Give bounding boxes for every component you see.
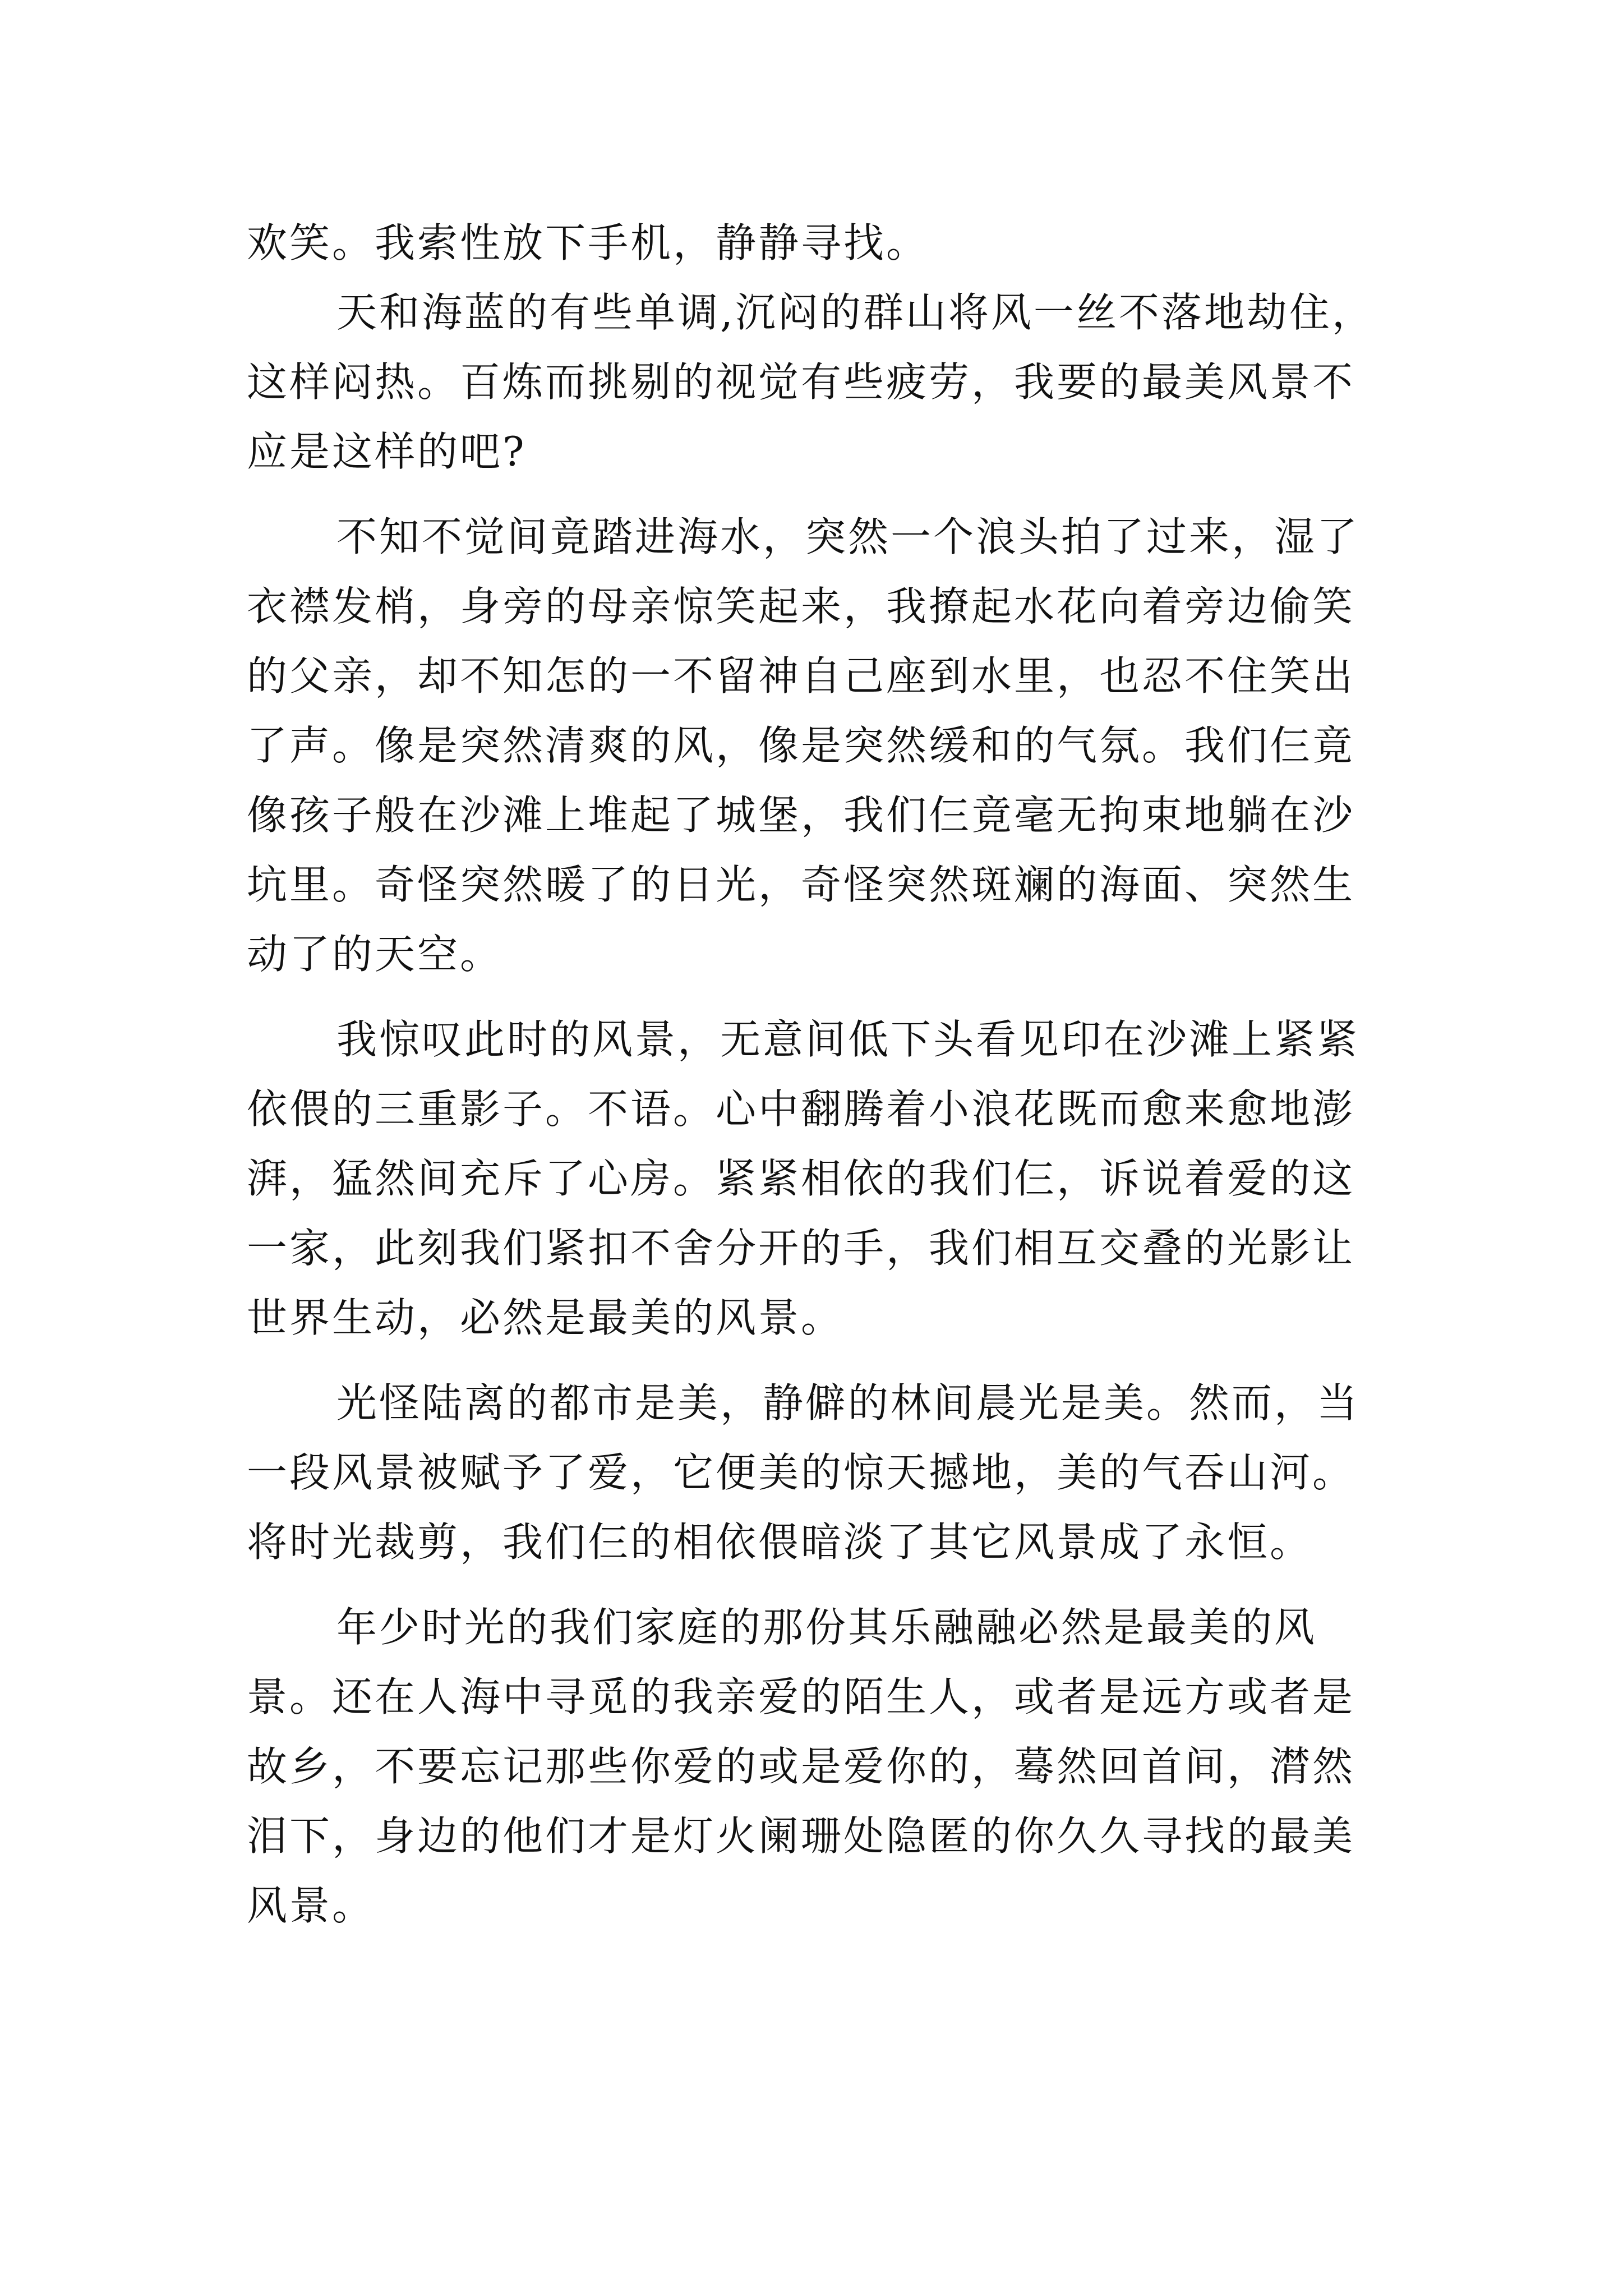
text-line: 泪下，身边的他们才是灯火阑珊处隐匿的你久久寻找的最美 xyxy=(247,1812,1355,1860)
text-line: 了声。像是突然清爽的风，像是突然缓和的气氛。我们仨竟 xyxy=(247,722,1355,769)
text-line: 像孩子般在沙滩上堆起了城堡，我们仨竟毫无拘束地躺在沙 xyxy=(247,792,1355,839)
text-line: 景。还在人海中寻觅的我亲爱的陌生人，或者是远方或者是 xyxy=(247,1673,1355,1720)
text-line: 世界生动，必然是最美的风景。 xyxy=(247,1294,844,1341)
text-line: 这样闷热。百炼而挑剔的视觉有些疲劳，我要的最美风景不 xyxy=(247,358,1355,406)
text-line: 依偎的三重影子。不语。心中翻腾着小浪花既而愈来愈地澎 xyxy=(247,1085,1355,1133)
text-line: 湃，猛然间充斥了心房。紧紧相依的我们仨，诉说着爱的这 xyxy=(247,1155,1355,1202)
paragraph-first-line: 年少时光的我们家庭的那份其乐融融必然是最美的风 xyxy=(336,1604,1317,1651)
paragraph-first-line: 天和海蓝的有些单调,沉闷的群山将风一丝不落地劫住， xyxy=(336,289,1375,336)
paragraph-first-line: 我惊叹此时的风景，无意间低下头看见印在沙滩上紧紧 xyxy=(336,1016,1360,1063)
text-line: 风景。 xyxy=(247,1882,375,1929)
text-line: 坑里。奇怪突然暖了的日光，奇怪突然斑斓的海面、突然生 xyxy=(247,861,1355,908)
text-line: 将时光裁剪，我们仨的相依偎暗淡了其它风景成了永恒。 xyxy=(247,1519,1313,1566)
text-line: 的父亲，却不知怎的一不留神自己座到水里，也忍不住笑出 xyxy=(247,652,1355,700)
text-line: 欢笑。我索性放下手机，静静寻找。 xyxy=(247,219,929,266)
paragraph-first-line: 光怪陆离的都市是美，静僻的林间晨光是美。然而，当 xyxy=(336,1379,1360,1427)
text-line: 衣襟发梢，身旁的母亲惊笑起来，我撩起水花向着旁边偷笑 xyxy=(247,583,1355,630)
text-line: 一段风景被赋予了爱，它便美的惊天撼地，美的气吞山河。 xyxy=(247,1449,1355,1496)
text-line: 故乡，不要忘记那些你爱的或是爱你的，蓦然回首间，潸然 xyxy=(247,1743,1355,1790)
text-line: 应是这样的吧? xyxy=(247,428,527,475)
text-line: 动了的天空。 xyxy=(247,931,503,978)
text-line: 一家，此刻我们紧扣不舍分开的手，我们相互交叠的光影让 xyxy=(247,1225,1355,1272)
paragraph-first-line: 不知不觉间竟踏进海水，突然一个浪头拍了过来，湿了 xyxy=(336,513,1360,560)
